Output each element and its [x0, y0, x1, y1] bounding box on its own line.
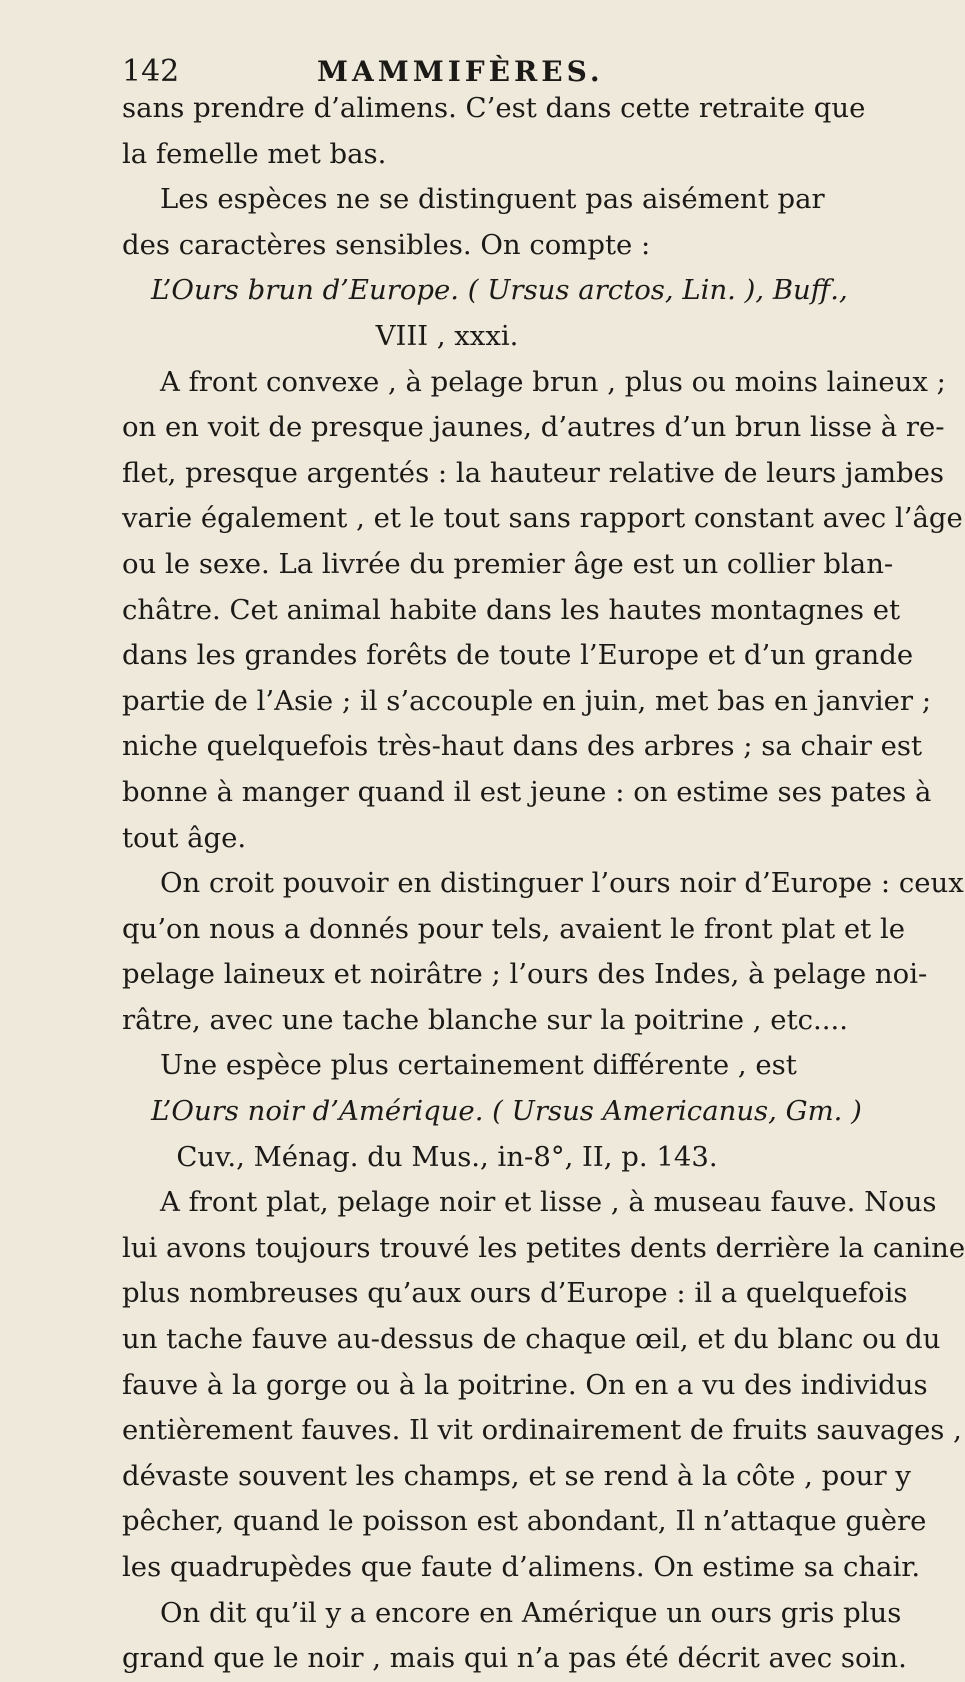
text-line: on en voit de presque jaunes, d’autres d’un brun lisse à re-: [122, 411, 945, 444]
text-line: des caractères sensibles. On compte :: [122, 228, 651, 261]
paragraph-first-line: A front convexe , à pelage brun , plus ou moins laineux ;: [160, 365, 946, 398]
text-line: niche quelquefois très-haut dans des arbres ; sa chair est: [122, 730, 923, 763]
text-line: râtre, avec une tache blanche sur la poitrine , etc....: [122, 1003, 848, 1036]
text-line: pêcher, quand le poisson est abondant, Il n’attaque guère: [122, 1505, 927, 1538]
text-line: varie également , et le tout sans rapport constant avec l’âge: [122, 502, 963, 535]
text-line: entièrement fauves. Il vit ordinairement de fruits sauvages ,: [122, 1414, 962, 1447]
text-line: flet, presque argentés : la hauteur relative de leurs jambes: [122, 456, 945, 489]
text-line: dévaste souvent les champs, et se rend à la côte , pour y: [122, 1459, 911, 1492]
text-line: qu’on nous a donnés pour tels, avaient le front plat et le: [122, 912, 906, 945]
text-line: partie de l’Asie ; il s’accouple en juin, met bas en janvier ;: [122, 684, 932, 717]
species-heading: L’Ours noir d’Amérique. ( Ursus Americanus, Gm. ): [151, 1095, 862, 1128]
text-line: plus nombreuses qu’aux ours d’Europe : il a quelquefois: [122, 1277, 908, 1310]
text-line: lui avons toujours trouvé les petites dents derrière la canine: [122, 1231, 965, 1264]
text-line: bonne à manger quand il est jeune : on estime ses pates à: [122, 775, 932, 808]
text-line: sans prendre d’alimens. C’est dans cette retraite que: [122, 92, 866, 124]
text-line: ou le sexe. La livrée du premier âge est un collier blan-: [122, 547, 894, 580]
paragraph-first-line: Les espèces ne se distinguent pas aisément par: [160, 183, 825, 216]
text-line: la femelle met bas.: [122, 137, 387, 170]
paragraph-first-line: On dit qu’il y a encore en Amérique un ours gris plus: [160, 1596, 902, 1629]
text-line: pelage laineux et noirâtre ; l’ours des Indes, à pelage noi-: [122, 958, 928, 991]
paragraph-first-line: On croit pouvoir en distinguer l’ours noir d’Europe : ceux: [160, 867, 964, 900]
species-reference: VIII , xxxi.: [375, 319, 519, 352]
species-heading: L’Ours brun d’Europe. ( Ursus arctos, Lin. ), Buff.,: [151, 274, 848, 307]
page-body: [122, 86, 965, 1682]
text-line: dans les grandes forêts de toute l’Europe et d’un grande: [122, 639, 914, 672]
text-line: châtre. Cet animal habite dans les hautes montagnes et: [122, 593, 901, 626]
running-head: MAMMIFÈRES.: [317, 55, 604, 88]
page-number: 142: [122, 54, 180, 89]
paragraph-first-line: A front plat, pelage noir et lisse , à museau fauve. Nous: [160, 1186, 937, 1219]
paragraph-first-line: Une espèce plus certainement différente , est: [160, 1049, 797, 1082]
text-line: un tache fauve au-dessus de chaque œil, et du blanc ou du: [122, 1323, 941, 1356]
text-line: fauve à la gorge ou à la poitrine. On en a vu des individus: [122, 1368, 928, 1401]
text-line: les quadrupèdes que faute d’alimens. On estime sa chair.: [122, 1551, 921, 1583]
species-reference: Cuv., Ménag. du Mus., in-8°, II, p. 143.: [176, 1140, 718, 1173]
text-line: tout âge.: [122, 821, 247, 854]
text-line: grand que le noir , mais qui n’a pas été décrit avec soin.: [122, 1642, 907, 1675]
